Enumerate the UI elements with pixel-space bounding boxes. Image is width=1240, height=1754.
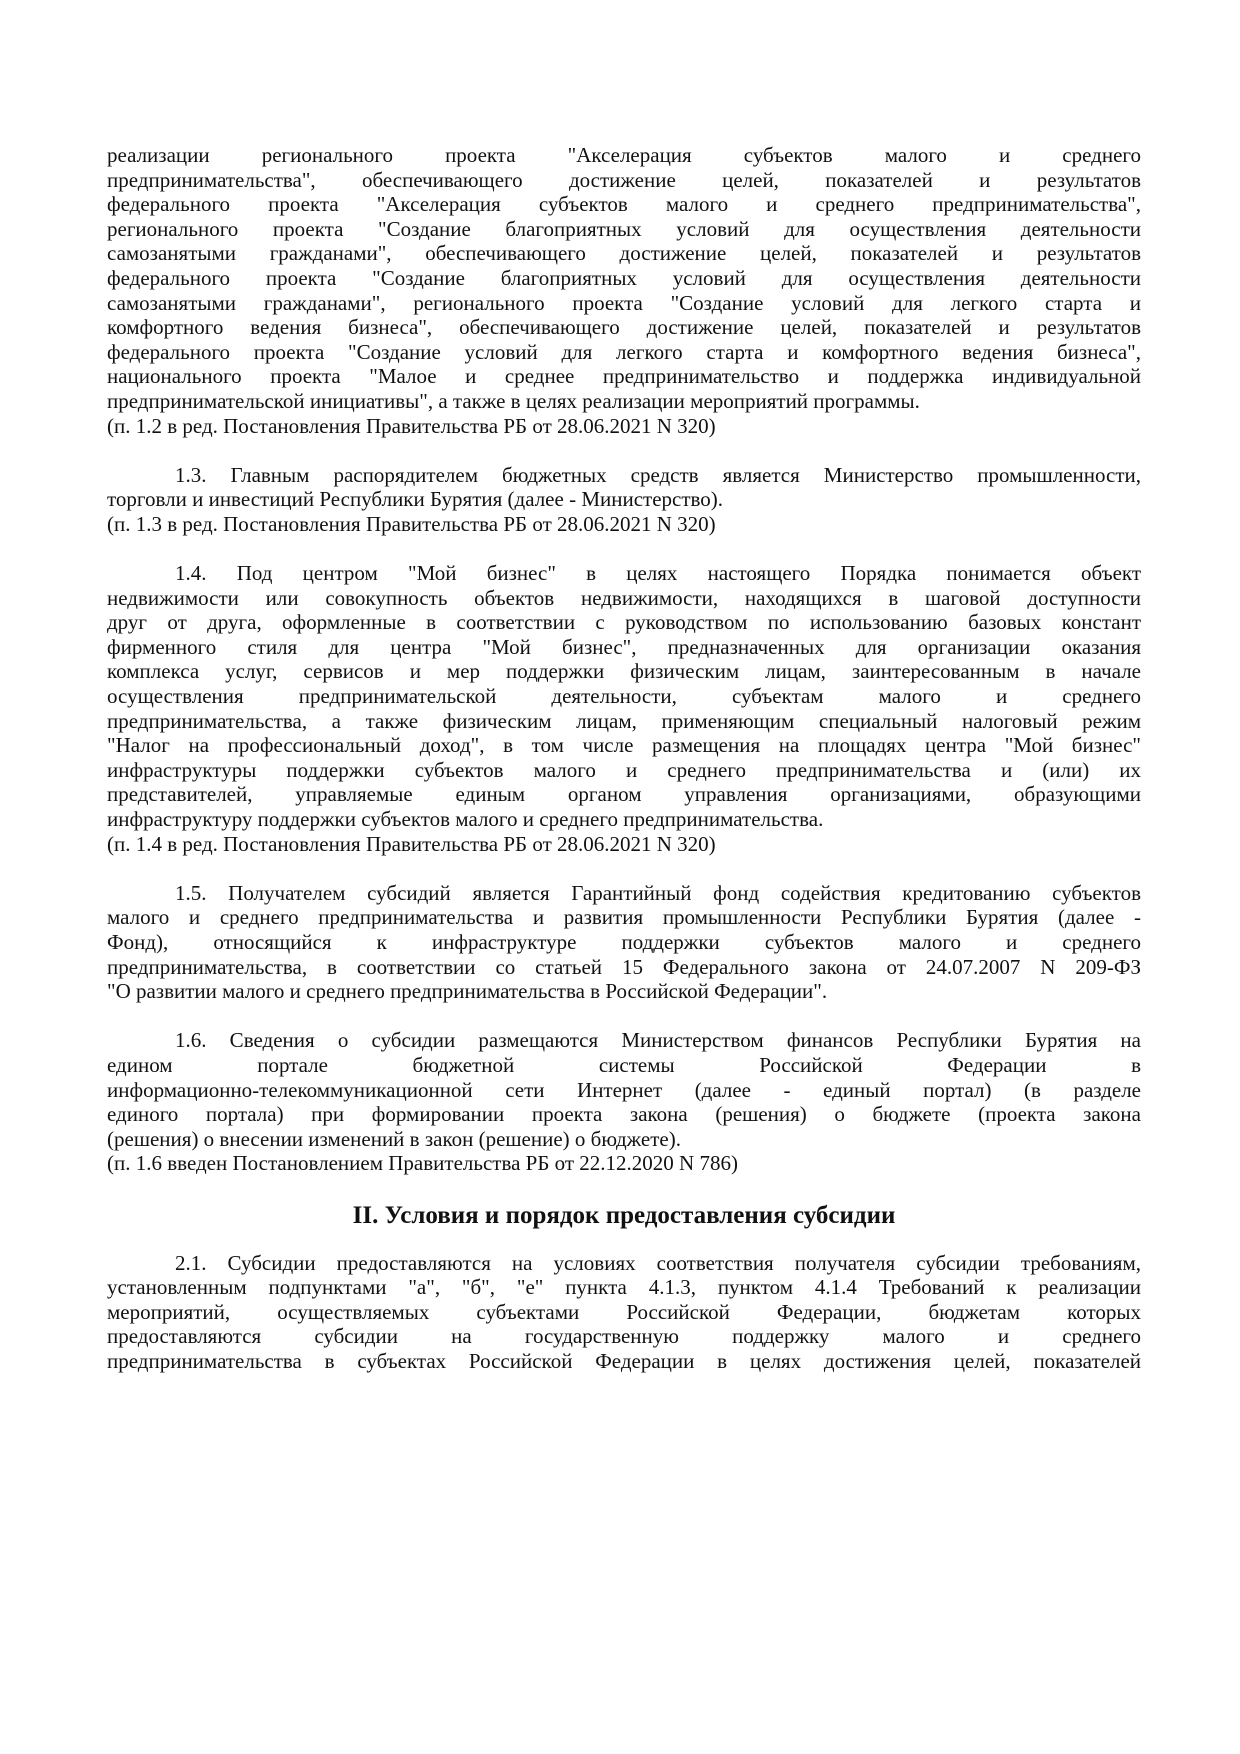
paragraph-p1-2-cont: [107, 143, 1141, 438]
text-line: самозанятыми гражданами", регионального проекта "Создание условий для легкого старта и: [107, 290, 1141, 315]
text-line: (п. 1.4 в ред. Постановления Правительства РБ от 28.06.2021 N 320): [107, 831, 716, 856]
section-1-paragraphs: [107, 143, 1141, 1176]
text-line: едином портале бюджетной системы Российской Федерации в: [107, 1052, 1141, 1077]
text-line: инфраструктуры поддержки субъектов малого и среднего предпринимательства и (или) их: [107, 757, 1141, 782]
text-line: 1.5. Получателем субсидий является Гарантийный фонд содействия кредитованию субъектов: [175, 880, 1141, 905]
text-line: комфортного ведения бизнеса", обеспечивающего достижение целей, показателей и результатов: [107, 315, 1141, 340]
paragraph-p1-6: [107, 1028, 1141, 1176]
paragraph-p1-5: [107, 881, 1141, 1004]
text-line: реализации региональнoго проекта "Акселерация субъектов малого и среднего: [107, 143, 1141, 167]
text-line: осуществления предпринимательской деятельности, субъектам малого и среднего: [107, 684, 1141, 709]
paragraph-p2-1: [107, 1251, 1141, 1374]
text-line: (решения) о внесении изменений в закон (решение) о бюджете).: [107, 1126, 681, 1151]
text-line: фирменного стиля для центра "Мой бизнес", предназначенных для организации оказания: [107, 634, 1141, 659]
text-line: (п. 1.3 в ред. Постановления Правительства РБ от 28.06.2021 N 320): [107, 511, 716, 536]
text-line: предпринимательства, а также физическим лицам, применяющим специальный налоговый режим: [107, 708, 1141, 733]
document-page: [107, 143, 1141, 1398]
text-line: "Налог на профессиональный доход", в том числе размещения на площадях центра "Мой бизнес": [107, 733, 1141, 758]
text-line: недвижимости или совокупность объектов недвижимости, находящихся в шаговой доступности: [107, 585, 1141, 610]
text-line: (п. 1.2 в ред. Постановления Правительства РБ от 28.06.2021 N 320): [107, 413, 716, 438]
text-line: торговли и инвестиций Республики Бурятия (далее - Министерство).: [107, 487, 724, 512]
text-line: национального проекта "Малое и среднее предпринимательство и поддержка индивидуальной: [107, 364, 1141, 389]
text-line: предпринимательской инициативы", а также в целях реализации мероприятий программы.: [107, 388, 920, 413]
text-line: представителей, управляемые единым органом управления организациями, образующими: [107, 782, 1141, 807]
text-line: 1.6. Сведения о субсидии размещаются Министерством финансов Республики Бурятия на: [175, 1028, 1141, 1053]
text-line: федерального проекта "Создание условий для легкого старта и комфортного ведения бизнеса",: [107, 339, 1141, 364]
text-line: друг от друга, оформленные в соответствии с руководством по использованию базовых констант: [107, 610, 1141, 635]
text-line: 1.3. Главным распорядителем бюджетных средств является Министерство промышленности,: [175, 462, 1141, 487]
text-line: (п. 1.6 введен Постановлением Правительства РБ от 22.12.2020 N 786): [107, 1151, 738, 1176]
text-line: предпринимательства, в соответствии со статьей 15 Федерального закона от 24.07.2007 N 209-ФЗ: [107, 954, 1141, 979]
text-line: Фонд), относящийся к инфраструктуре поддержки субъектов малого и среднего: [107, 930, 1141, 954]
text-line: 1.4. Под центром "Мой бизнес" в целях настоящего Порядка понимается объект: [175, 561, 1141, 586]
text-line: мероприятий, осуществляемых субъектами Российской Федерации, бюджетам которых: [107, 1299, 1141, 1324]
section-2-paragraphs: [107, 1251, 1141, 1374]
text-line: федерального проекта "Создание благоприятных условий для осуществления деятельности: [107, 265, 1141, 290]
paragraph-p1-4: [107, 561, 1141, 856]
text-line: предпринимательства", обеспечивающего достижение целей, показателей и результатов: [107, 167, 1141, 192]
text-line: установленным подпунктами "а", "б", "е" пункта 4.1.3, пунктом 4.1.4 Требований к реализации: [107, 1275, 1141, 1300]
paragraph-p1-3: [107, 463, 1141, 537]
section-heading: II. Условия и порядок предоставления субсидии: [352, 1201, 896, 1229]
text-line: предоставляются субсидии на государственную поддержку малого и среднего: [107, 1324, 1141, 1349]
text-line: единого портала) при формировании проекта закона (решения) о бюджете (проекта закона: [107, 1102, 1141, 1127]
text-line: федерального проекта "Акселерация субъектов малого и среднего предпринимательства",: [107, 192, 1141, 217]
text-line: инфраструктуру поддержки субъектов малого и среднего предпринимательства.: [107, 807, 824, 832]
text-line: "О развитии малого и среднего предпринимательства в Российской Федерации".: [107, 979, 828, 1004]
text-line: регионального проекта "Создание благоприятных условий для осуществления деятельности: [107, 216, 1141, 241]
text-line: информационно-телекоммуникационной сети Интернет (далее - единый портал) (в разделе: [107, 1077, 1141, 1102]
text-line: комплекса услуг, сервисов и мер поддержки физическим лицам, заинтересованным в начале: [107, 659, 1141, 684]
text-line: предпринимательства в субъектах Российской Федерации в целях достижения целей, показателей: [107, 1348, 1141, 1373]
text-line: самозанятыми гражданами", обеспечивающего достижение целей, показателей и результатов: [107, 241, 1141, 266]
text-line: малого и среднего предпринимательства и развития промышленности Республики Бурятия (далее -: [107, 905, 1141, 930]
text-line: 2.1. Субсидии предоставляются на условиях соответствия получателя субсидии требованиям,: [175, 1250, 1141, 1275]
